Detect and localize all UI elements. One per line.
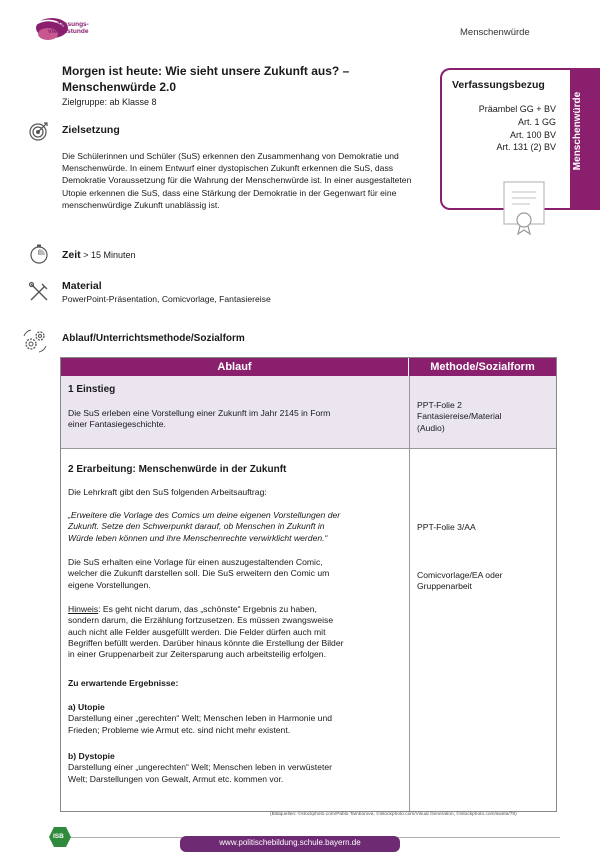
step2-note: Hinweis: Es geht nicht darum, das „schönste“ Ergebnis zu haben, sondern darum, die Erzählung fortzusetzen. Es müssen zwangsweise auch nicht alle Felder ausgefüllt werden. Die Felder dürfen auch mit Begriffen befüllt werden. Darüber hinaus könnte die Erstellung der Bilder in einer Gruppenarbeit zur Zeitersparung auch arbeitsteilig erfolgen.: [68, 604, 344, 660]
results-heading: Zu erwartende Ergebnisse:: [68, 678, 179, 688]
step2-comic-text: Die SuS erhalten eine Vorlage für einen auszugestaltenden Comic, welcher die Zukunft darstellen soll. Die SuS erweitern den Comic um eigene Vorstellungen.: [68, 557, 330, 590]
constitution-list: [446, 103, 556, 154]
plan-heading: Ablauf/Unterrichtsmethode/Sozialform: [62, 333, 245, 344]
note-label: Hinweis: [68, 604, 99, 614]
constitution-item: Art. 131 (2) BV: [496, 142, 556, 153]
material-text: PowerPoint-Präsentation, Comicvorlage, Fantasiereise: [62, 294, 271, 304]
constitution-item: Art. 100 BV: [509, 129, 556, 140]
step2-method2: Comicvorlage/EA oder Gruppenarbeit: [417, 570, 503, 592]
step1-text: Die SuS erleben eine Vorstellung einer Zukunft im Jahr 2145 in Form einer Fantasiegeschichte.: [68, 408, 331, 430]
gears-icon: [22, 328, 48, 354]
column-header-method: Methode/Sozialform: [409, 358, 556, 376]
step1-title: 1 Einstieg: [68, 384, 116, 395]
lesson-table: [60, 357, 557, 812]
constitution-title: Verfassungsbezug: [452, 79, 545, 91]
material-heading: Material: [62, 280, 102, 292]
constitution-item: Präambel GG + BV: [478, 104, 556, 114]
stopwatch-icon: [28, 243, 50, 265]
isb-label: ISB: [53, 833, 64, 840]
dystopia-block: b) Dystopie Darstellung einer „ungerechten“ Welt; Menschen leben in verwüsteter Welt; Darstellungen von Gewalt, Armut etc. kommen vor.: [68, 751, 332, 784]
time-heading: Zeit: [62, 249, 81, 261]
time-line: [62, 249, 135, 262]
step2-intro: Die Lehrkraft gibt den SuS folgenden Arbeitsauftrag:: [68, 487, 267, 497]
image-credits: (Bildquellen: ©stockphoto.com/Pablo Tamborova, ©istockphoto.com/Visual Generation, ©istockphoto.com/sweta/78): [270, 812, 517, 817]
column-header-ablauf: Ablauf: [61, 358, 409, 376]
utopia-block: a) Utopie Darstellung einer „gerechten“ Welt; Menschen leben in Harmonie und Frieden; Probleme wie Armut etc. sind nicht mehr existent.: [68, 702, 333, 735]
step2-title: 2 Erarbeitung: Menschenwürde in der Zukunft: [68, 464, 287, 475]
goal-text: Die Schülerinnen und Schüler (SuS) erkennen den Zusammenhang von Demokratie und Menschenwürde. In einem Entwurf einer dystopischen Zukunft erkennen die SuS, dass Demokratie Voraussetzung für die Wahrung der Menschenwürde ist. In einer ausgestalteten Utopie erkennen die SuS, dass eine Stärkung der Demokratie in der Gegenwart für eine menschenwürdige Zukunft unablässig ist.: [62, 151, 412, 210]
goal-heading: Zielsetzung: [62, 124, 120, 136]
target-icon: [28, 120, 50, 142]
side-tab-label: Menschenwürde: [572, 91, 583, 171]
page-title: Morgen ist heute: Wie sieht unsere Zukunft aus? – Menschenwürde 2.0: [62, 64, 350, 94]
certificate-icon: [500, 180, 548, 236]
step2-method1: PPT-Folie 3/AA: [417, 522, 476, 532]
step1-method: PPT-Folie 2 Fantasiereise/Material (Audio): [417, 400, 502, 433]
footer-url[interactable]: www.politischebildung.schule.bayern.de: [219, 838, 361, 847]
time-value: > 15 Minuten: [83, 250, 136, 260]
step2-task: „Erweitere die Vorlage des Comics um deine eigenen Vorstellungen der Zukunft. Setze den Schwerpunkt darauf, ob Menschen in Zukunft in Würde leben können und ihre Menschenrechte verwirklicht werden.“: [68, 510, 341, 543]
header-topic: Menschenwürde: [460, 27, 530, 38]
logo-text: Verfassungs- viertelstunde: [48, 21, 89, 35]
target-group: Zielgruppe: ab Klasse 8: [62, 97, 157, 107]
column-divider: [409, 376, 410, 811]
constitution-item: Art. 1 GG: [517, 116, 556, 127]
tools-icon: [28, 281, 50, 303]
